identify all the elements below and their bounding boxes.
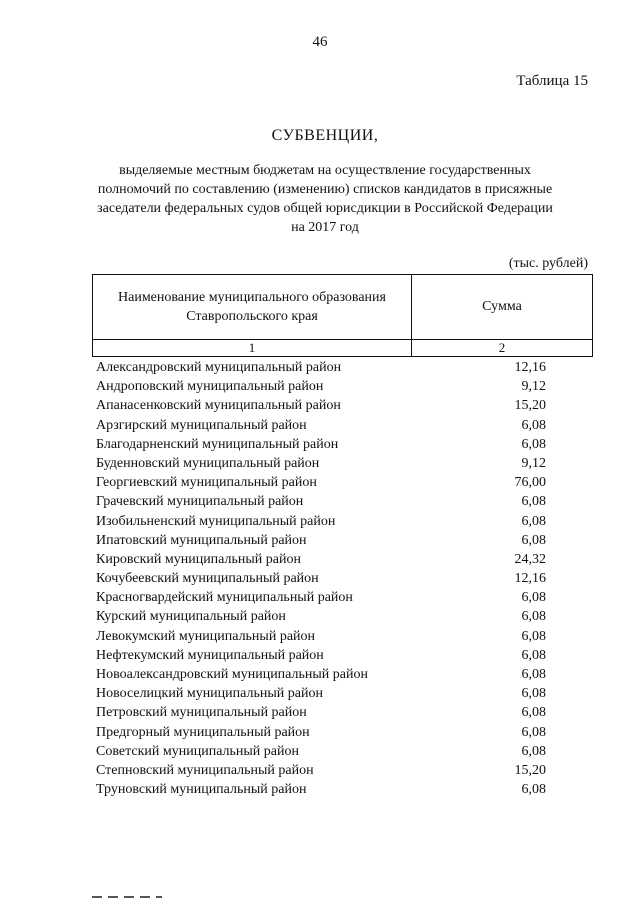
table-row — [92, 377, 593, 396]
subvention-amount: 76,00 — [514, 475, 546, 491]
municipality-name: Советский муниципальный район — [96, 743, 299, 759]
municipality-name: Курский муниципальный район — [96, 609, 286, 625]
subvention-amount: 6,08 — [521, 705, 546, 721]
table-row — [92, 473, 593, 492]
municipality-name: Левокумский муниципальный район — [96, 628, 316, 644]
table-row — [92, 569, 593, 588]
subvention-amount: 6,08 — [521, 628, 546, 644]
subvention-amount: 6,08 — [521, 436, 546, 452]
subvention-amount: 6,08 — [521, 494, 546, 510]
column-number-1: 1 — [92, 340, 412, 356]
subvention-amount: 6,08 — [521, 532, 546, 548]
table-header — [92, 274, 593, 340]
table-row — [92, 435, 593, 454]
table-row — [92, 703, 593, 722]
municipality-name: Новоселицкий муниципальный район — [96, 686, 323, 702]
subvention-amount: 6,08 — [521, 686, 546, 702]
table-row — [92, 742, 593, 761]
municipality-name: Новоалександровский муниципальный район — [96, 667, 368, 682]
table-row — [92, 761, 593, 780]
subvention-amount: 6,08 — [521, 513, 546, 529]
table-row — [92, 723, 593, 742]
header-sum-cell: Сумма — [412, 275, 593, 339]
subvention-amount: 12,16 — [514, 571, 546, 587]
scan-artifact — [92, 896, 162, 898]
column-number-2: 2 — [412, 340, 593, 356]
subvention-amount: 15,20 — [514, 762, 546, 778]
subtitle-line: выделяемые местным бюджетам на осуществление государственных — [119, 163, 531, 178]
header-name-line: Ставропольского края — [186, 309, 318, 324]
header-name-cell — [92, 275, 412, 339]
subvention-amount: 6,08 — [521, 417, 546, 433]
subventions-table — [92, 274, 593, 799]
table-row — [92, 492, 593, 511]
table-row — [92, 588, 593, 607]
table-row — [92, 416, 593, 435]
municipality-name: Грачевский муниципальный район — [96, 494, 304, 510]
subvention-amount: 6,08 — [521, 647, 546, 663]
subvention-amount: 6,08 — [521, 782, 546, 798]
page-number: 46 — [312, 34, 328, 50]
municipality-name: Ипатовский муниципальный район — [96, 532, 307, 548]
municipality-name: Предгорный муниципальный район — [96, 724, 310, 740]
municipality-name: Александровский муниципальный район — [96, 360, 342, 375]
table-row — [92, 684, 593, 703]
subtitle-line: на 2017 год — [291, 220, 359, 235]
municipality-name: Кировский муниципальный район — [96, 551, 301, 567]
table-row — [92, 607, 593, 626]
subvention-amount: 6,08 — [521, 590, 546, 606]
municipality-name: Благодарненский муниципальный район — [96, 436, 339, 452]
subvention-amount: 6,08 — [521, 609, 546, 625]
table-row — [92, 665, 593, 684]
municipality-name: Арзгирский муниципальный район — [96, 417, 307, 433]
table-row — [92, 454, 593, 473]
table-row — [92, 780, 593, 799]
municipality-name: Апанасенковский муниципальный район — [96, 398, 341, 414]
municipality-name: Буденновский муниципальный район — [96, 455, 320, 471]
subvention-amount: 15,20 — [514, 398, 546, 414]
subvention-amount: 6,08 — [521, 667, 546, 682]
table-row — [92, 512, 593, 531]
subvention-amount: 9,12 — [521, 379, 546, 395]
units-label: (тыс. рублей) — [508, 256, 588, 271]
municipality-name: Изобильненский муниципальный район — [96, 513, 336, 529]
municipality-name: Андроповский муниципальный район — [96, 379, 324, 395]
municipality-name: Красногвардейский муниципальный район — [96, 590, 353, 606]
table-row — [92, 396, 593, 415]
subvention-amount: 24,32 — [514, 551, 546, 567]
table-row — [92, 627, 593, 646]
municipality-name: Кочубеевский муниципальный район — [96, 571, 319, 587]
subvention-amount: 6,08 — [521, 743, 546, 759]
column-number-row — [92, 340, 593, 357]
municipality-name: Степновский муниципальный район — [96, 762, 314, 778]
municipality-name: Труновский муниципальный район — [96, 782, 307, 798]
subvention-amount: 9,12 — [521, 455, 546, 471]
municipality-name: Петровский муниципальный район — [96, 705, 307, 721]
title-block — [60, 127, 590, 237]
table-row — [92, 550, 593, 569]
municipality-name: Георгиевский муниципальный район — [96, 475, 317, 491]
municipality-name: Нефтекумский муниципальный район — [96, 647, 324, 663]
subvention-amount: 12,16 — [514, 360, 546, 375]
table-label: Таблица 15 — [516, 73, 588, 89]
table-body — [92, 358, 593, 799]
subtitle-line: полномочий по составлению (изменению) списков кандидатов в присяжные — [97, 182, 553, 197]
table-row — [92, 531, 593, 550]
document-title: СУБВЕНЦИИ, — [271, 127, 379, 144]
table-row — [92, 646, 593, 665]
subvention-amount: 6,08 — [521, 724, 546, 740]
header-name-line: Наименование муниципального образования — [118, 290, 386, 305]
table-row — [92, 358, 593, 377]
subtitle-line: заседатели федеральных судов общей юрисдикции в Российской Федерации — [97, 201, 553, 216]
